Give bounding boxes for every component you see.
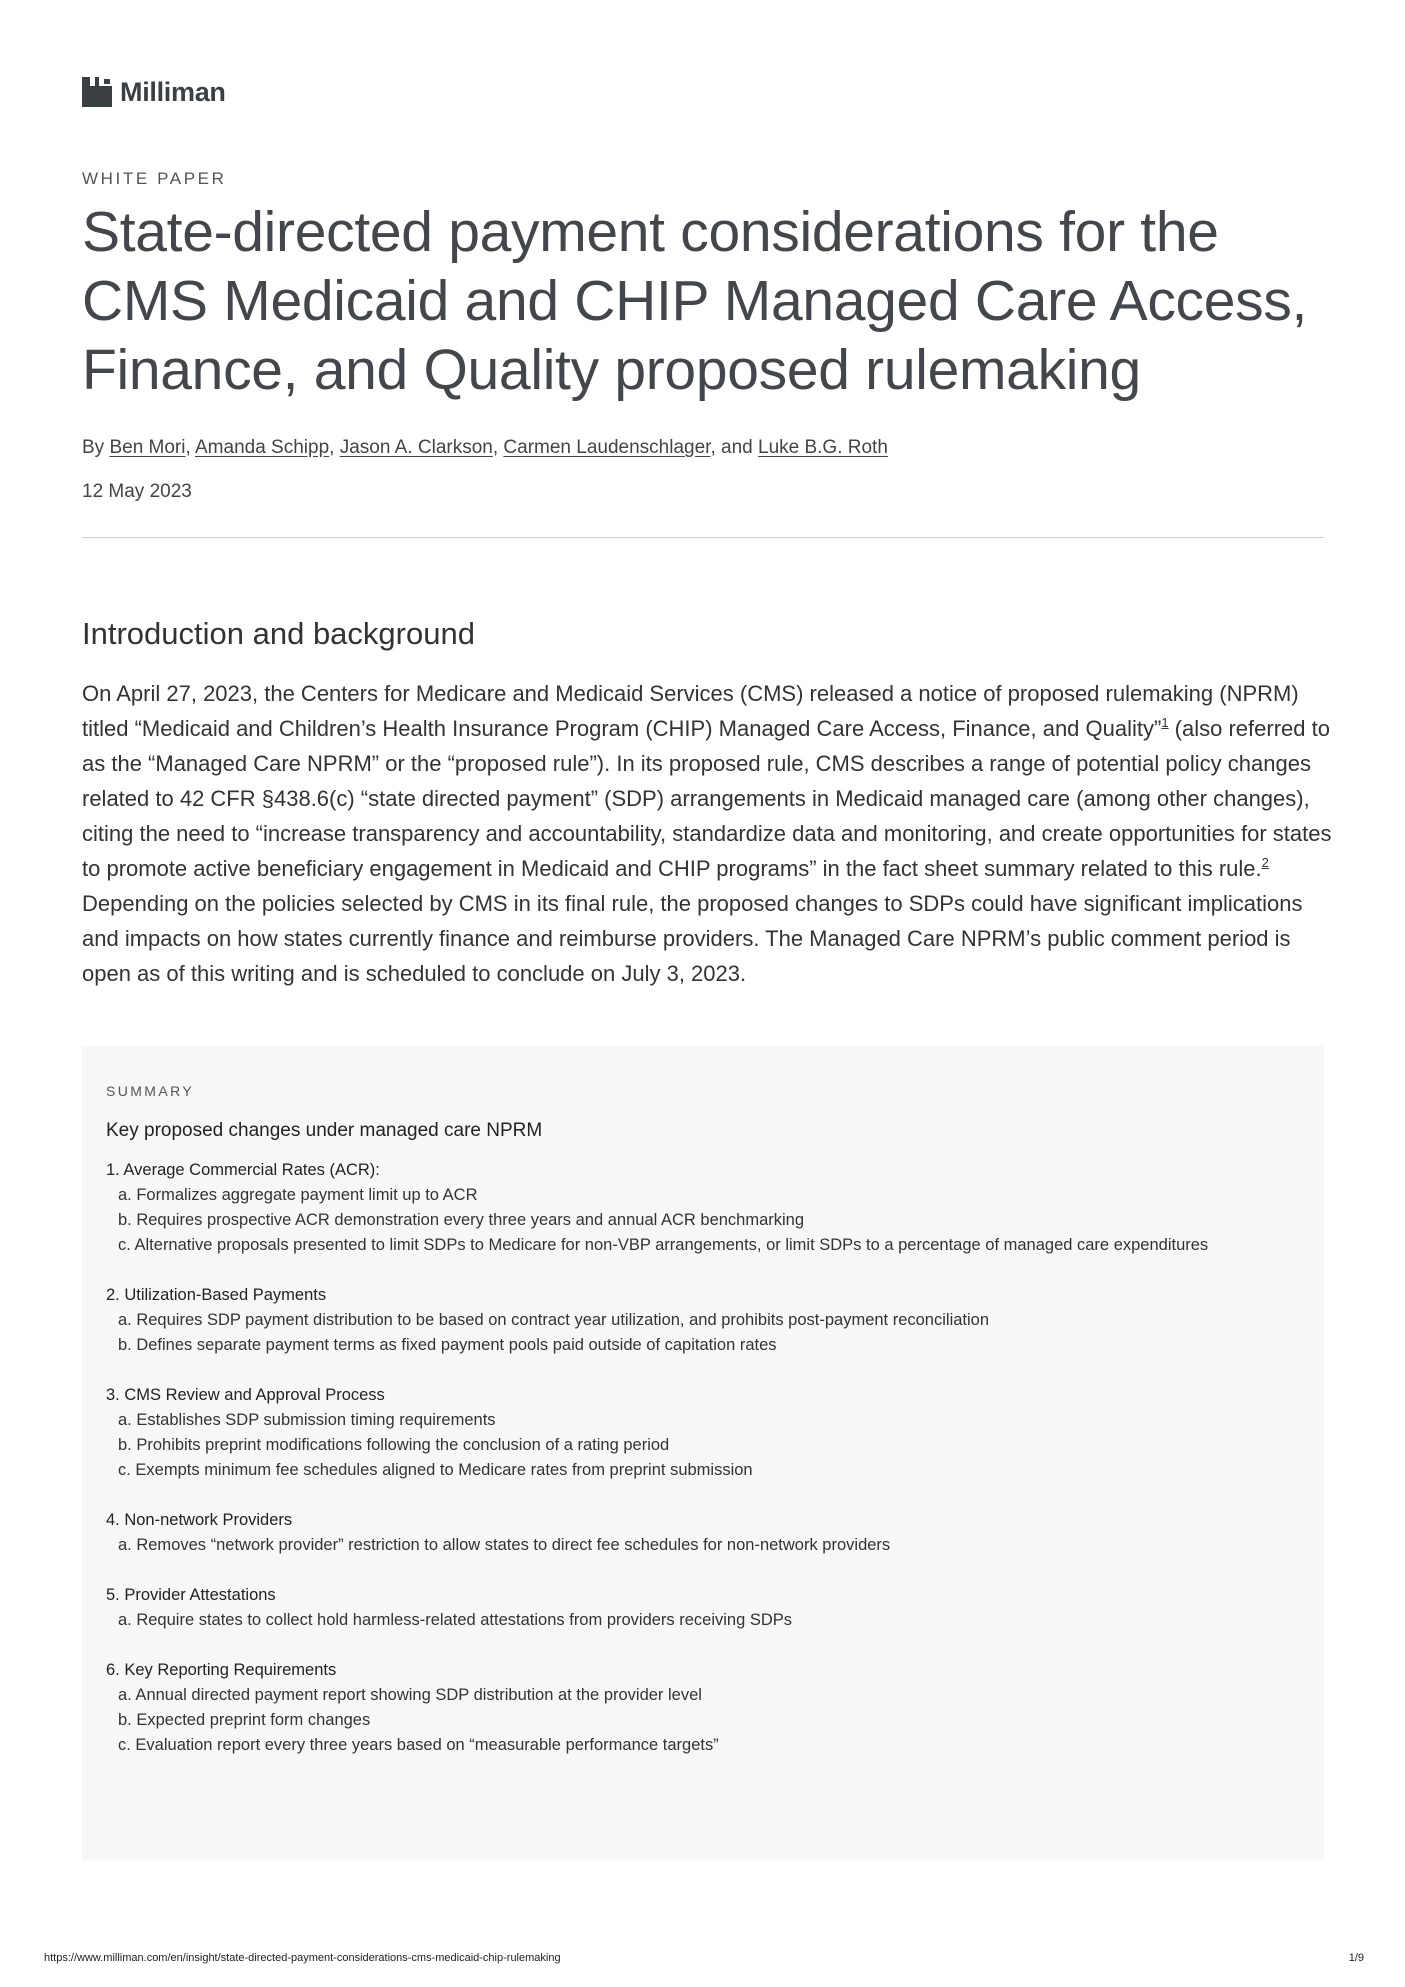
byline-separator: , and xyxy=(710,437,758,458)
author-link[interactable]: Amanda Schipp xyxy=(195,437,330,458)
publication-date: 12 May 2023 xyxy=(82,481,192,502)
summary-section xyxy=(106,1383,1300,1483)
summary-item: c. Evaluation report every three years based on “measurable performance targets” xyxy=(118,1736,719,1754)
summary-item: c. Alternative proposals presented to limit SDPs to Medicare for non-VBP arrangements, or limit SDPs to a percentage of managed care expenditures xyxy=(118,1236,1209,1254)
intro-text: On April 27, 2023, the Centers for Medicare and Medicaid Services (CMS) released a notice of proposed rulemaking (NPRM) titled “Medicaid and Children’s Health Insurance Program (CHIP) Managed Care Access, Finance, and Quality” xyxy=(82,681,1299,741)
summary-section-title: 2. Utilization-Based Payments xyxy=(106,1286,327,1304)
summary-item: a. Establishes SDP submission timing requirements xyxy=(118,1411,496,1429)
summary-item: b. Defines separate payment terms as fixed payment pools paid outside of capitation rates xyxy=(118,1336,777,1354)
summary-section-title: 1. Average Commercial Rates (ACR): xyxy=(106,1161,380,1179)
intro-paragraph xyxy=(82,676,1332,991)
page-number: 1/9 xyxy=(1348,1952,1364,1964)
summary-section xyxy=(106,1508,1300,1558)
byline-separator: , xyxy=(185,437,195,458)
byline-prefix: By xyxy=(82,437,110,458)
author-link[interactable]: Jason A. Clarkson xyxy=(339,437,493,458)
summary-section-title: 5. Provider Attestations xyxy=(106,1586,276,1604)
summary-item: a. Annual directed payment report showing SDP distribution at the provider level xyxy=(118,1686,702,1704)
divider xyxy=(82,537,1324,538)
summary-item: b. Expected preprint form changes xyxy=(118,1711,371,1729)
summary-item: a. Require states to collect hold harmless-related attestations from providers receiving SDPs xyxy=(118,1611,793,1629)
summary-section-title: 6. Key Reporting Requirements xyxy=(106,1661,337,1679)
author-link[interactable]: Carmen Laudenschlager xyxy=(503,437,711,458)
summary-section-title: 3. CMS Review and Approval Process xyxy=(106,1386,385,1404)
byline-separator: , xyxy=(329,437,340,458)
summary-heading: Key proposed changes under managed care NPRM xyxy=(106,1120,543,1141)
summary-item: a. Requires SDP payment distribution to be based on contract year utilization, and prohibits post-payment reconciliation xyxy=(118,1311,990,1329)
intro-text: Depending on the policies selected by CMS in its final rule, the proposed changes to SDPs could have significant implications and impacts on how states currently finance and reimburse providers. The Managed Care NPRM’s public comment period is open as of this writing and is scheduled to conclude on July 3, 2023. xyxy=(82,891,1303,986)
summary-list xyxy=(106,1158,1300,1758)
author-link[interactable]: Luke B.G. Roth xyxy=(758,437,888,458)
footnote-link[interactable]: 2 xyxy=(1261,855,1269,870)
summary-box xyxy=(82,1046,1324,1860)
byline-separator: , xyxy=(492,437,504,458)
summary-item: c. Exempts minimum fee schedules aligned to Medicare rates from preprint submission xyxy=(118,1461,753,1479)
summary-item: a. Removes “network provider” restriction to allow states to direct fee schedules for non-network providers xyxy=(118,1536,891,1554)
milliman-logo-icon xyxy=(82,77,112,107)
summary-section xyxy=(106,1583,1300,1633)
summary-section-title: 4. Non-network Providers xyxy=(106,1511,293,1529)
summary-item: a. Formalizes aggregate payment limit up to ACR xyxy=(118,1186,478,1204)
summary-item: b. Prohibits preprint modifications following the conclusion of a rating period xyxy=(118,1436,670,1454)
summary-item: b. Requires prospective ACR demonstration every three years and annual ACR benchmarking xyxy=(118,1211,805,1229)
summary-section xyxy=(106,1158,1300,1258)
document-type-label: WHITE PAPER xyxy=(82,169,227,188)
summary-label: SUMMARY xyxy=(106,1083,195,1099)
page-title: State-directed payment considerations for the CMS Medicaid and CHIP Managed Care Access, Finance, and Quality proposed rulemaking xyxy=(82,200,1308,402)
summary-section xyxy=(106,1658,1300,1758)
logo-wordmark: Milliman xyxy=(120,77,226,107)
summary-section xyxy=(106,1283,1300,1358)
byline xyxy=(82,434,888,462)
section-heading: Introduction and background xyxy=(82,616,475,651)
milliman-logo[interactable] xyxy=(82,76,226,108)
footnote-link[interactable]: 1 xyxy=(1161,715,1169,730)
footer-url[interactable]: https://www.milliman.com/en/insight/state-directed-payment-considerations-cms-medicaid-chip-rulemaking xyxy=(44,1952,561,1964)
author-link[interactable]: Ben Mori xyxy=(109,437,186,458)
intro-text: (also referred to as the “Managed Care NPRM” or the “proposed rule”). In its proposed rule, CMS describes a range of potential policy changes related to 42 CFR §438.6(c) “state directed payment” (SDP) arrangements in Medicaid managed care (among other changes), citing the need to “increase transparency and accountability, standardize data and monitoring, and create opportunities for states to promote active beneficiary engagement in Medicaid and CHIP programs” in the fact sheet summary related to this rule. xyxy=(82,716,1332,881)
